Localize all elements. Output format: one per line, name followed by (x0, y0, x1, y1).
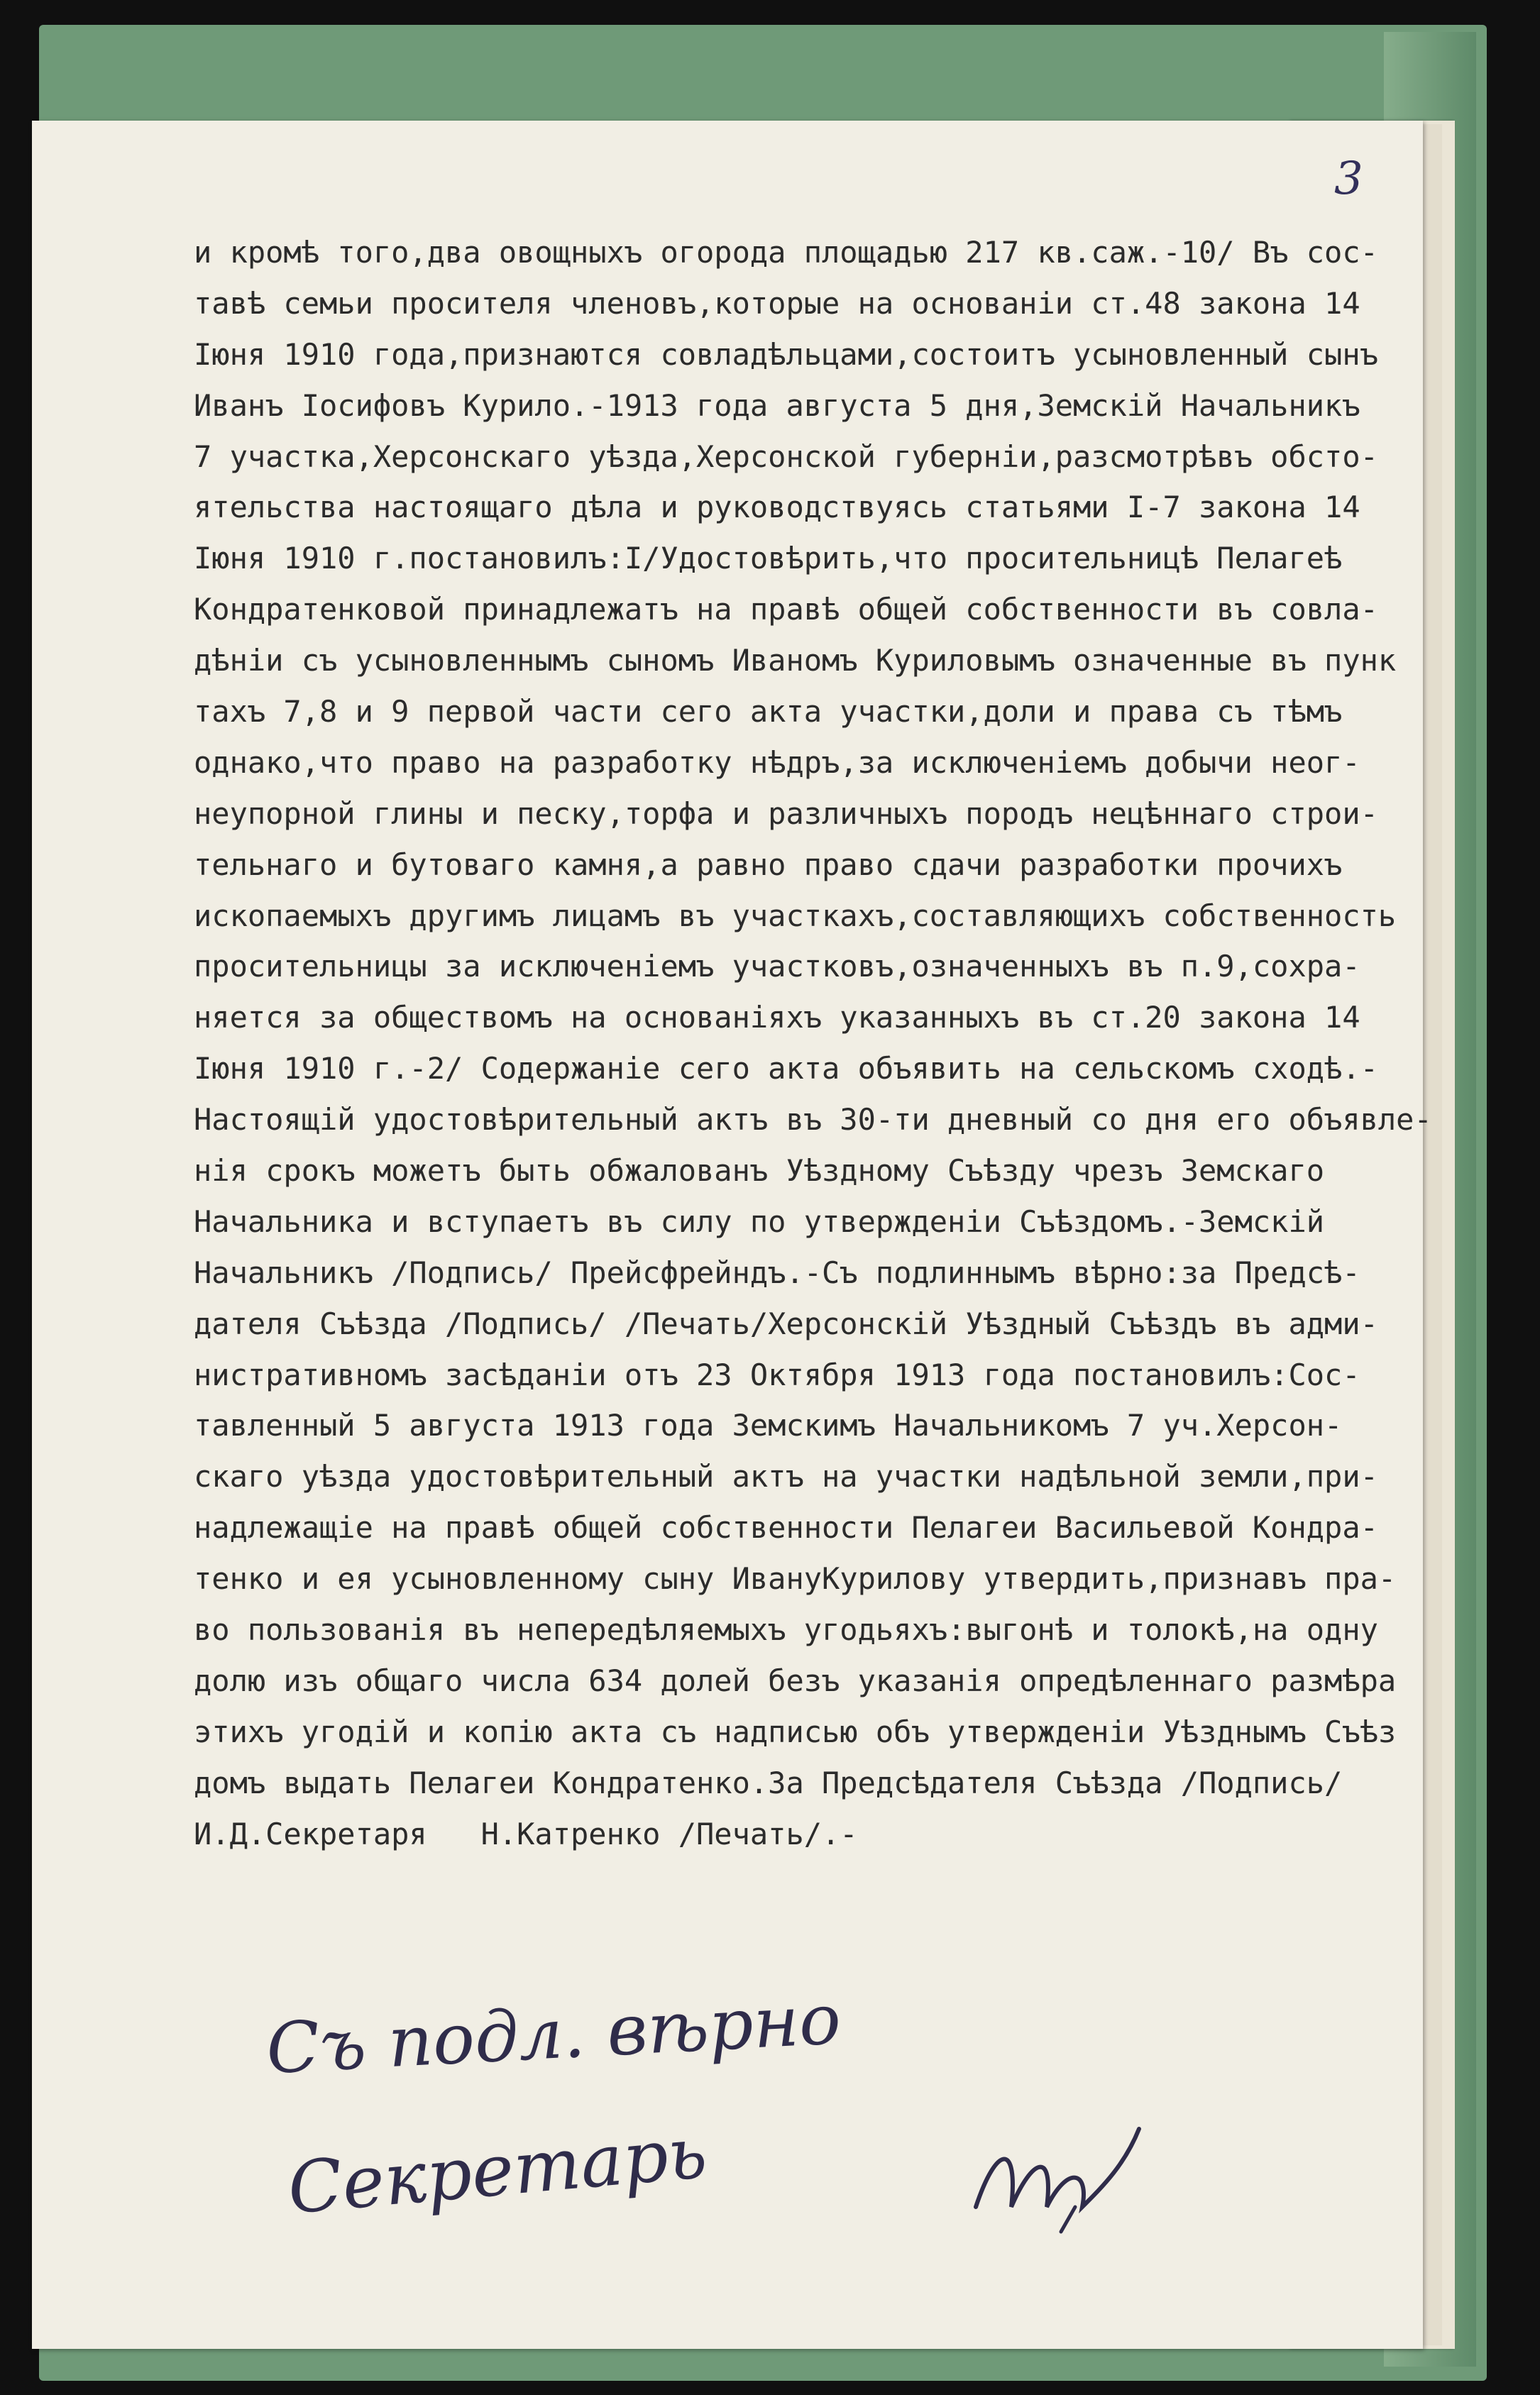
text-line: тавленный 5 августа 1913 года Земскимъ Начальникомъ 7 уч.Херсон- (194, 1408, 1343, 1443)
text-line: тенко и ея усыновленному сыну ИвануКурилову утвердить,признавъ пра- (194, 1561, 1397, 1597)
text-line: Иванъ Iосифовъ Курило.-1913 года августа 5 дня,Земскiй Начальникъ (194, 387, 1360, 423)
text-line: долю изъ общаго числа 634 долей безъ указанiя опредѣленнаго размѣра (194, 1663, 1397, 1698)
text-line: Iюня 1910 года,признаются совладѣльцами,состоитъ усыновленный сынъ (194, 336, 1378, 372)
text-line: Начальника и вступаетъ въ силу по утвержденiи Съѣздомъ.-Земскiй (194, 1204, 1325, 1239)
text-line: нiя срокъ можетъ быть обжалованъ Уѣздному Съѣзду чрезъ Земскаго (194, 1153, 1325, 1189)
text-line: и кромѣ того,два овощныхъ огорода площадью 217 кв.саж.-10/ Въ сос- (194, 235, 1378, 270)
text-line: Кондратенковой принадлежатъ на правѣ общей собственности въ совла- (194, 592, 1378, 627)
text-line: тахъ 7,8 и 9 первой части сего акта участки,доли и права съ тѣмъ (194, 694, 1343, 729)
text-line: домъ выдать Пелагеи Кондратенко.За Предсѣдателя Съѣзда /Подпись/ (194, 1765, 1343, 1800)
text-line: дателя Съѣзда /Подпись/ /Печать/Херсонскiй Уѣздный Съѣздъ въ адми- (194, 1306, 1378, 1341)
text-line: этихъ угодiй и копiю акта съ надписью объ утвержденiи Уѣзднымъ Съѣз (194, 1714, 1397, 1749)
text-line: надлежащiе на правѣ общей собственности Пелагеи Васильевой Кондра- (194, 1510, 1378, 1546)
text-line: однако,что право на разработку нѣдръ,за исключенiемъ добычи неог- (194, 744, 1360, 780)
text-line: ископаемыхъ другимъ лицамъ въ участкахъ,составляющихъ собственность (194, 898, 1397, 933)
page-number: 3 (1334, 153, 1363, 205)
text-line: ятельства настоящаго дѣла и руководствуясь статьями I-7 закона 14 (194, 490, 1360, 525)
text-line: тавѣ семьи просителя членовъ,которые на основанiи ст.48 закона 14 (194, 285, 1360, 321)
text-line: нистративномъ засѣданiи отъ 23 Октября 1913 года постановилъ:Сос- (194, 1357, 1360, 1392)
text-line: 7 участка,Херсонскаго уѣзда,Херсонской губернiи,разсмотрѣвъ обсто- (194, 439, 1378, 474)
text-line: во пользованiя въ непередѣляемыхъ угодьяхъ:выгонѣ и толокѣ,на одну (194, 1612, 1378, 1648)
text-line: тельнаго и бутоваго камня,а равно право сдачи разработки прочихъ (194, 847, 1343, 882)
text-line: дѣнiи съ усыновленнымъ сыномъ Иваномъ Куриловымъ означенные въ пунк (194, 643, 1397, 678)
text-line: неупорной глины и песку,торфа и различныхъ породъ нецѣннаго строи- (194, 795, 1378, 831)
text-line: просительницы за исключенiемъ участковъ,означенныхъ въ п.9,сохра- (194, 949, 1360, 984)
text-line: Настоящiй удостовѣрительный актъ въ 30-ти дневный со дня его объявле- (194, 1102, 1432, 1138)
text-line: Начальникъ /Подпись/ Прейсфрейндъ.-Съ подлиннымъ вѣрно:за Предсѣ- (194, 1255, 1360, 1290)
text-line: скаго уѣзда удостовѣрительный актъ на участки надѣльной земли,при- (194, 1459, 1378, 1494)
text-line: Iюня 1910 г.постановилъ:I/Удостовѣрить,что просительницѣ Пелагеѣ (194, 541, 1343, 576)
typewritten-text (194, 227, 1432, 1860)
signature-flourish (969, 2101, 1153, 2242)
handwritten-certification: Съ подл. вѣрно (264, 1978, 843, 2091)
document-page (32, 121, 1432, 2349)
text-line: Iюня 1910 г.-2/ Содержанiе сего акта объявить на сельскомъ сходѣ.- (194, 1051, 1378, 1086)
text-line: няется за обществомъ на основанiяхъ указанныхъ въ ст.20 закона 14 (194, 1000, 1360, 1035)
text-line: И.Д.Секретаря Н.Катренко /Печать/.- (194, 1816, 858, 1851)
handwritten-secretary: Секретарь (285, 2110, 710, 2230)
